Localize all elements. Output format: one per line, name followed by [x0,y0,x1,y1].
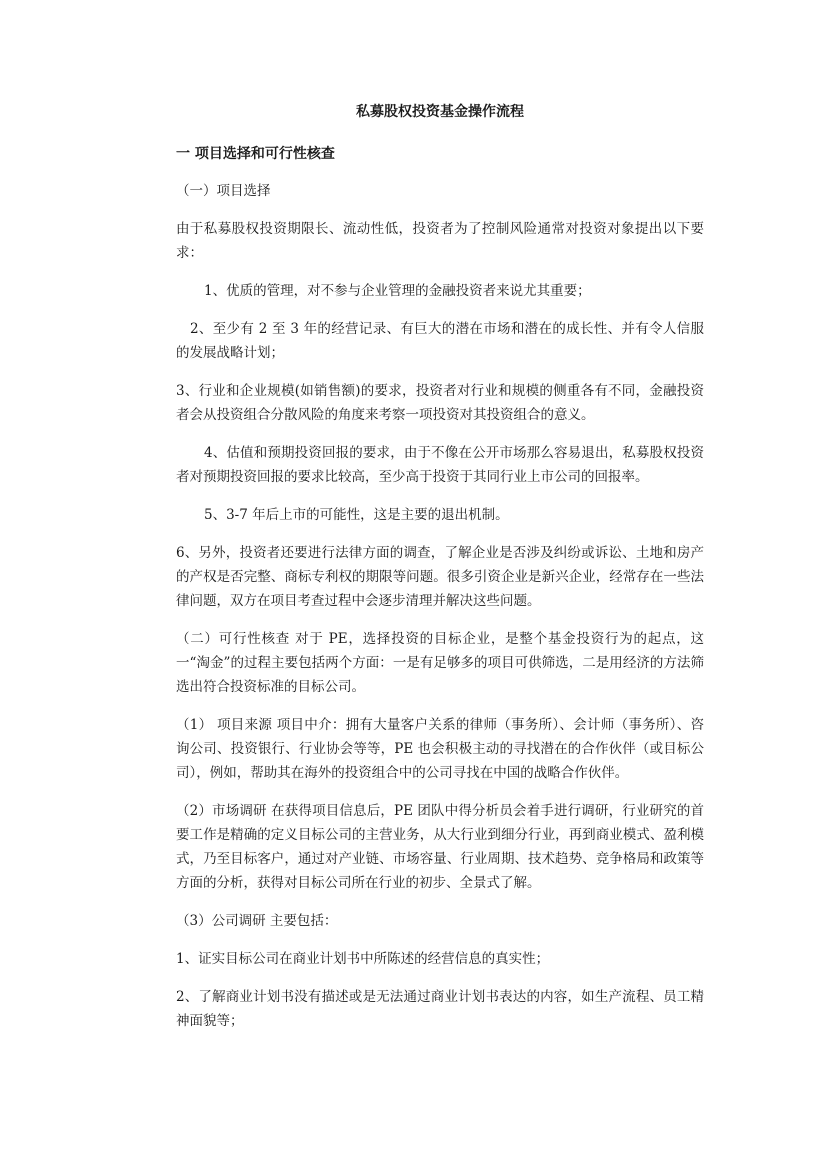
section-heading-1: 一 项目选择和可行性核查 [176,146,335,162]
subsection-feasibility-check: （二）可行性核查 对于 PE，选择投资的目标企业，是整个基金投资行为的起点，这一“淘金”的过程主要包括两个方面：一是有足够多的项目可供筛选，二是用经济的方法筛选出符合投资标准的目标公司。 [176,631,704,695]
list-item-3: 3、行业和企业规模(如销售额)的要求，投资者对行业和规模的侧重各有不同，金融投资者会从投资组合分散风险的角度来考察一项投资对其投资组合的意义。 [176,383,704,423]
list-item-2: 2、至少有 2 至 3 年的经营记录、有巨大的潜在市场和潜在的成长性、并有令人信服的发展战略计划； [176,321,704,361]
paragraph-project-source: （1） 项目来源 项目中介：拥有大量客户关系的律师（事务所）、会计师（事务所）、咨询公司、投资银行、行业协会等等，PE 也会积极主动的寻找潜在的合作伙伴（或目标公司），例如，帮助其在海外的投资组合中的公司寻找在中国的战略合作伙伴。 [176,717,704,781]
paragraph-market-research: （2）市场调研 在获得项目信息后，PE 团队中得分析员会着手进行调研，行业研究的首要工作是精确的定义目标公司的主营业务，从大行业到细分行业，再到商业模式、盈利模式，乃至目标客户，通过对产业链、市场容量、行业周期、技术趋势、竞争格局和政策等方面的分析，获得对目标公司所在行业的初步、全景式了解。 [176,803,704,891]
list-item-4: 4、估值和预期投资回报的要求，由于不像在公开市场那么容易退出，私募股权投资者对预期投资回报的要求比较高，至少高于投资于其同行业上市公司的回报率。 [176,445,704,485]
list-item-6: 6、另外，投资者还要进行法律方面的调查，了解企业是否涉及纠纷或诉讼、土地和房产的产权是否完整、商标专利权的期限等问题。很多引资企业是新兴企业，经常存在一些法律问题，双方在项目考查过程中会逐步清理并解决这些问题。 [176,545,704,609]
paragraph-intro: 由于私募股权投资期限长、流动性低，投资者为了控制风险通常对投资对象提出以下要求： [176,221,704,261]
list-item-understand: 2、了解商业计划书没有描述或是无法通过商业计划书表达的内容，如生产流程、员工精神面貌等； [176,989,704,1029]
document-title: 私募股权投资基金操作流程 [356,104,524,120]
document-body [176,100,704,1033]
paragraph-company-research: （3）公司调研 主要包括： [176,913,338,929]
list-item-1: 1、优质的管理，对不参与企业管理的金融投资者来说尤其重要； [204,283,591,299]
list-item-5: 5、3-7 年后上市的可能性，这是主要的退出机制。 [204,507,509,523]
subsection-heading-project-selection: （一）项目选择 [176,183,271,199]
list-item-verify: 1、证实目标公司在商业计划书中所陈述的经营信息的真实性； [176,951,550,967]
